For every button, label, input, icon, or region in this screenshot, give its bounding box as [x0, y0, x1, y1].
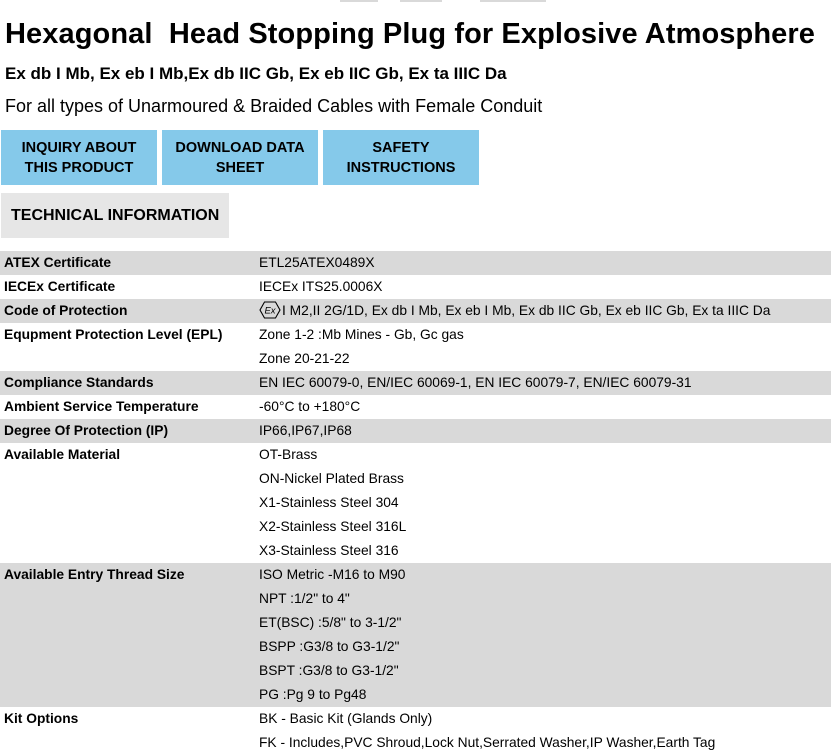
download-datasheet-button[interactable]: DOWNLOAD DATA SHEET [162, 130, 318, 185]
protection-codes-subtitle: Ex db I Mb, Ex eb I Mb,Ex db IIC Gb, Ex eb IIC Gb, Ex ta IIIC Da [5, 64, 507, 83]
spec-value: Zone 20-21-22 [259, 351, 350, 366]
spec-row [0, 467, 831, 491]
inquiry-button[interactable]: INQUIRY ABOUT THIS PRODUCT [1, 130, 157, 185]
spec-label: Kit Options [4, 711, 79, 726]
spec-row [0, 539, 831, 563]
spec-value [259, 299, 770, 323]
spec-row [0, 323, 831, 347]
spec-row [0, 515, 831, 539]
spec-row [0, 563, 831, 587]
top-edge-marks [340, 0, 550, 3]
spec-row [0, 707, 831, 731]
spec-label: Degree Of Protection (IP) [4, 423, 169, 438]
product-title: Hexagonal Head Stopping Plug for Explosive Atmosphere [5, 18, 816, 50]
spec-value: IECEx ITS25.0006X [259, 279, 383, 294]
product-tagline: For all types of Unarmoured & Braided Cables with Female Conduit [5, 96, 543, 116]
spec-value: X3-Stainless Steel 316 [259, 543, 399, 558]
spec-row [0, 635, 831, 659]
spec-label: IECEx Certificate [4, 279, 116, 294]
spec-row [0, 371, 831, 395]
spec-row [0, 443, 831, 467]
svg-text:Ex: Ex [264, 305, 276, 317]
spec-label: Compliance Standards [4, 375, 154, 390]
spec-value: -60°C to +180°C [259, 399, 361, 414]
ex-hexagon-icon [259, 301, 281, 319]
spec-row [0, 611, 831, 635]
spec-label: Ambient Service Temperature [4, 399, 199, 414]
spec-value: ISO Metric -M16 to M90 [259, 567, 406, 582]
spec-value: PG :Pg 9 to Pg48 [259, 687, 367, 702]
spec-row [0, 275, 831, 299]
spec-value: ET(BSC) :5/8" to 3-1/2" [259, 615, 402, 630]
spec-value: BK - Basic Kit (Glands Only) [259, 711, 433, 726]
spec-value: IP66,IP67,IP68 [259, 423, 352, 438]
spec-value: NPT :1/2" to 4" [259, 591, 350, 606]
safety-instructions-button[interactable]: SAFETY INSTRUCTIONS [323, 130, 479, 185]
technical-information-tab[interactable]: TECHNICAL INFORMATION [1, 193, 229, 238]
spec-label: Available Entry Thread Size [4, 567, 185, 582]
spec-label: Equpment Protection Level (EPL) [4, 327, 223, 342]
spec-row [0, 491, 831, 515]
spec-row [0, 587, 831, 611]
spec-row [0, 659, 831, 683]
spec-value: EN IEC 60079-0, EN/IEC 60069-1, EN IEC 60079-7, EN/IEC 60079-31 [259, 375, 692, 390]
spec-label: ATEX Certificate [4, 255, 112, 270]
spec-value: ETL25ATEX0489X [259, 255, 375, 270]
spec-value: X2-Stainless Steel 316L [259, 519, 407, 534]
spec-value: FK - Includes,PVC Shroud,Lock Nut,Serrated Washer,IP Washer,Earth Tag [259, 735, 716, 750]
spec-value: ON-Nickel Plated Brass [259, 471, 404, 486]
spec-value: BSPT :G3/8 to G3-1/2" [259, 663, 399, 678]
spec-value-text: I M2,II 2G/1D, Ex db I Mb, Ex eb I Mb, Ex db IIC Gb, Ex eb IIC Gb, Ex ta IIIC Da [282, 303, 771, 318]
spec-row [0, 251, 831, 275]
spec-value: BSPP :G3/8 to G3-1/2" [259, 639, 400, 654]
spec-row [0, 683, 831, 707]
spec-label: Code of Protection [4, 303, 128, 318]
spec-value: OT-Brass [259, 447, 318, 462]
spec-row [0, 395, 831, 419]
spec-row [0, 299, 831, 323]
technical-spec-table [0, 251, 831, 755]
spec-row [0, 731, 831, 755]
spec-row [0, 419, 831, 443]
spec-label: Available Material [4, 447, 121, 462]
spec-row [0, 347, 831, 371]
spec-value: X1-Stainless Steel 304 [259, 495, 399, 510]
spec-value: Zone 1-2 :Mb Mines - Gb, Gc gas [259, 327, 464, 342]
